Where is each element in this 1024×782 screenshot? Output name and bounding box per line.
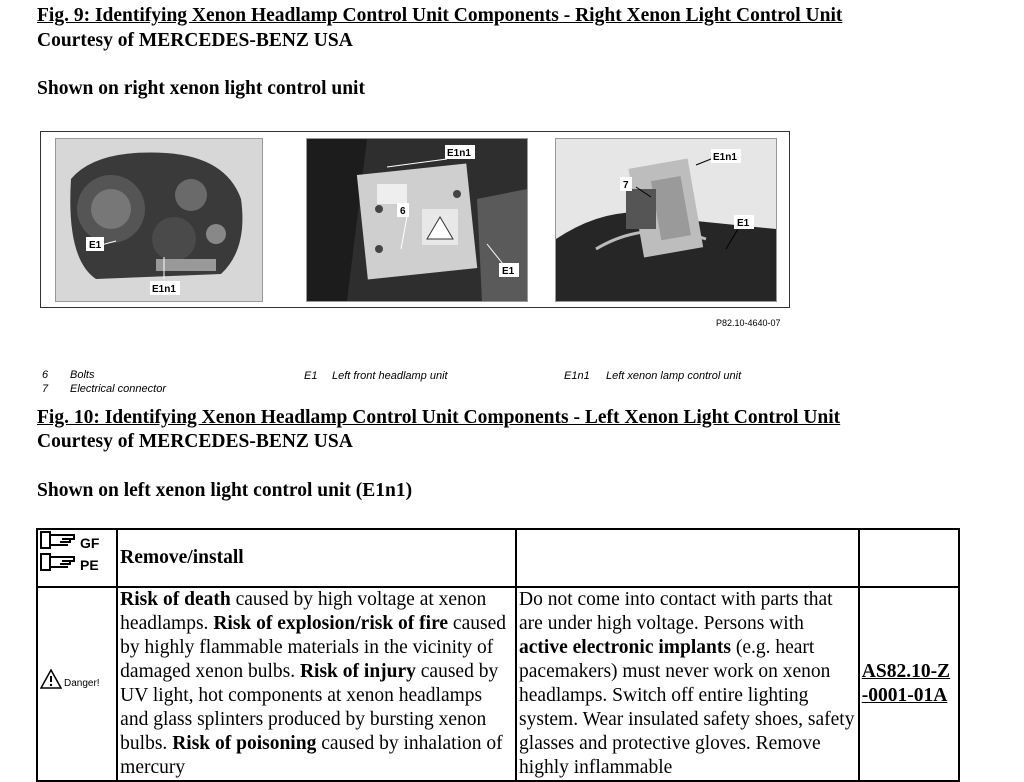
warning-triangle-icon <box>40 669 62 699</box>
code-pe: PE <box>80 557 99 573</box>
danger-indicator <box>40 669 114 699</box>
photo-headlamp <box>55 138 263 302</box>
fig9-courtesy: Courtesy of MERCEDES-BENZ USA <box>37 30 353 51</box>
code-gf: GF <box>80 535 100 551</box>
fig9-title: Fig. 9: Identifying Xenon Headlamp Control Unit Components - Right Xenon Light Control Unit <box>37 5 843 26</box>
bold-text-run: Risk of injury <box>299 661 416 682</box>
legend-item: E1 Left front headlamp unit <box>304 370 448 382</box>
photo1-label-e1n1: E1n1 <box>152 284 176 295</box>
danger-label: Danger! <box>64 678 100 689</box>
text-run: (e.g. heart pacemakers) must never work on xenon headlamps. Switch off entire lighting system. Wear insulated safety shoes, safety glasses and protective gloves. Remove highly inflammable <box>519 637 855 778</box>
bold-text-run: Risk of death <box>120 589 231 610</box>
photo3-label-e1: E1 <box>737 218 750 229</box>
photo2-label-e1n1: E1n1 <box>447 148 471 159</box>
text-run: caused by inhalation of mercury <box>120 733 503 778</box>
photo3-label-e1n1: E1n1 <box>713 152 737 163</box>
text-run: caused by UV light, hot components at xenon headlamps and glass splinters produced by bursting xenon bulbs. <box>120 661 499 754</box>
hand-row-gf <box>40 532 114 554</box>
bold-text-run: active electronic implants <box>519 637 731 658</box>
reference-link[interactable]: AS82.10-Z-0001-01A <box>861 661 951 706</box>
figure-code: P82.10-4640-07 <box>716 318 781 328</box>
text-run: caused by highly flammable materials in the vicinity of damaged xenon bulbs. <box>120 613 506 682</box>
empty-header-cell <box>516 529 859 587</box>
bold-text-run: Risk of explosion/risk of fire <box>213 613 449 634</box>
text-run: caused by high voltage at xenon headlamps. <box>120 589 487 634</box>
hand-icons-cell <box>37 529 117 587</box>
text-run: Do not come into contact with parts that are under high voltage. Persons with <box>519 589 833 634</box>
fig10-title: Fig. 10: Identifying Xenon Headlamp Control Unit Components - Left Xenon Light Control Unit <box>37 407 841 428</box>
procedure-table <box>36 528 960 782</box>
photo1-label-e1: E1 <box>89 240 102 251</box>
photo-control-unit <box>306 138 528 302</box>
legend-item: 7 Electrical connector <box>42 383 166 395</box>
figure-photos <box>40 131 790 308</box>
photo-lamp-unit <box>555 138 777 302</box>
fig10-courtesy: Courtesy of MERCEDES-BENZ USA <box>37 431 353 452</box>
reference-cell <box>859 587 959 781</box>
pointing-hand-icon <box>40 553 78 578</box>
hand-row-pe <box>40 554 114 576</box>
legend-item: E1n1 Left xenon lamp control unit <box>564 370 742 382</box>
header-remove-install: Remove/install <box>120 547 244 568</box>
measures-text-cell <box>516 587 859 781</box>
header-cell <box>117 529 516 587</box>
risk-text-cell <box>117 587 516 781</box>
photo2-label-e1: E1 <box>502 266 515 277</box>
fig9-shown-caption: Shown on right xenon light control unit <box>37 78 365 99</box>
photo2-label-6: 6 <box>400 206 406 217</box>
empty-header-cell <box>859 529 959 587</box>
bold-text-run: Risk of poisoning <box>172 733 317 754</box>
danger-cell <box>37 587 117 781</box>
photo3-label-7: 7 <box>623 180 629 191</box>
legend-item: 6 Bolts <box>42 369 95 381</box>
fig10-shown-caption: Shown on left xenon light control unit (E1n1) <box>37 480 413 501</box>
